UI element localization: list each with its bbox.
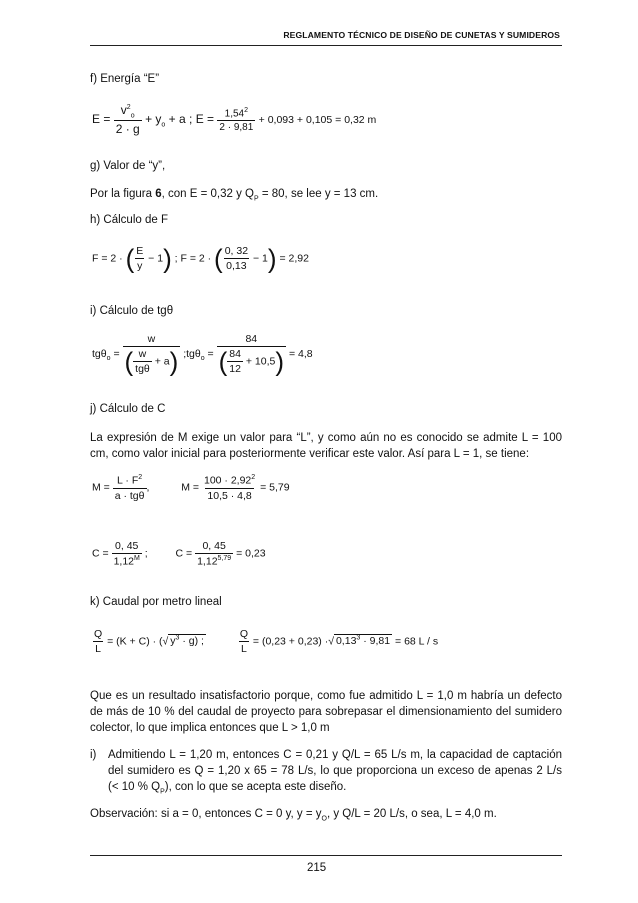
m-result: = 5,79 — [260, 481, 290, 494]
footer-rule — [90, 855, 562, 856]
formula-m: M = $\frac{L \cdot F^2}{\text{a · tgθ}}$ , M = $\frac{100 \cdot 2,92^2}{10,5 \cdot 4,8}$ = 5,79 — [92, 474, 290, 502]
section-f-title: f) Energía “E” — [90, 73, 160, 85]
formula-caudal: $\frac{Q}{L}$ = (K + C) · (√ $y^3 \cdot g$) ; $\frac{Q}{L}$ = (0,23 + 0,23) ·√ $0,13^3 \cdot 9,81 = 68$ L / s — [94, 628, 439, 655]
section-i-title: i) Cálculo de tgθ — [90, 305, 174, 317]
f-frac-velocity: $\frac{v^2_o}{2 \cdot g}$ — [115, 103, 140, 137]
formula-froude: F = 2 · ( $\frac{E}{y}$ − 1) ; F = 2 · ( $\frac{0, 32}{0,13}$ − 1) = 2,92 — [92, 243, 309, 274]
running-header: REGLAMENTO TÉCNICO DE DISEÑO DE CUNETAS Y SUMIDEROS — [283, 30, 560, 40]
f-frac-value: $\frac{1,54^2}{2 \cdot 9,81}$ — [219, 106, 254, 133]
section-g-title: g) Valor de “y”, — [90, 160, 166, 172]
section-g-text: Por la figura 6, con E = 0,32 y $Q_P = 80$, se lee y = 13 cm. — [90, 188, 379, 203]
f-lhs-2: E = — [195, 111, 215, 126]
section-k-title: k) Caudal por metro lineal — [90, 596, 222, 608]
f-lhs: E = — [92, 111, 111, 126]
c-result: = 0,23 — [236, 547, 266, 560]
section-h-title: h) Cálculo de F — [90, 214, 168, 226]
page-number: 215 — [307, 862, 327, 874]
section-k-text: Que es un resultado insatisfactorio porque, como fue admitido L = 1,0 m habría un defecto de más de 10 % del caudal de proyecto para sobrepasar el dimensionamiento del sumidero colector, lo que implica entonces que L > 1,0 m — [90, 690, 562, 734]
header-rule — [90, 45, 562, 46]
section-j-text: La expresión de M exige un valor para “L”, y como aún no es conocido se admite L = 100 cm, como valor inicial para posteriormente verificar este valor. Así para L = 1, se tiene: — [90, 432, 562, 460]
f-result: + 0,093 + 0,105 = 0,32 m — [258, 113, 377, 126]
q-result: = 68 L / s — [395, 635, 439, 648]
section-i2-item: i) Admitiendo L = 1,20 m, entonces C = 0,21 y Q/L = 65 L/s m, la capacidad de captación del sumidero es Q = 1,20 x 65 = 78 L/s, lo que proporciona un exceso de apenas 2 L/s (< 10 % $Q_P$), con lo que se acepta este diseño. — [90, 749, 562, 796]
observation-text: Observación: si a = 0, entonces C = 0 y, $y = y_O$, y Q/L = 20 L/s, o sea, L = 4,0 m. — [90, 808, 497, 823]
formula-tgtheta: tgθ$_o$ = w ( $\frac{w}{\text{tgθ}}$ + a) ;tgθ$_o$ = 84 ( $\frac{84}{12}$ + 10,5) = 4,8 — [92, 333, 313, 377]
formula-energy: E = $\frac{v^2_o}{2 \cdot g}$ + $y_o + a$ ; E = $\frac{1,54^2}{2 \cdot 9,81}$ + 0,093 + 0,105 = 0,32 m — [92, 103, 377, 137]
section-j-title: j) Cálculo de C — [90, 403, 166, 415]
i-result: = 4,8 — [288, 347, 313, 360]
h-result: = 2,92 — [279, 252, 309, 265]
formula-c: C = $\frac{0, 45}{1,12^M}$ ; C = $\frac{0, 45}{1,12^{5,79}}$ = 0,23 — [92, 540, 266, 568]
